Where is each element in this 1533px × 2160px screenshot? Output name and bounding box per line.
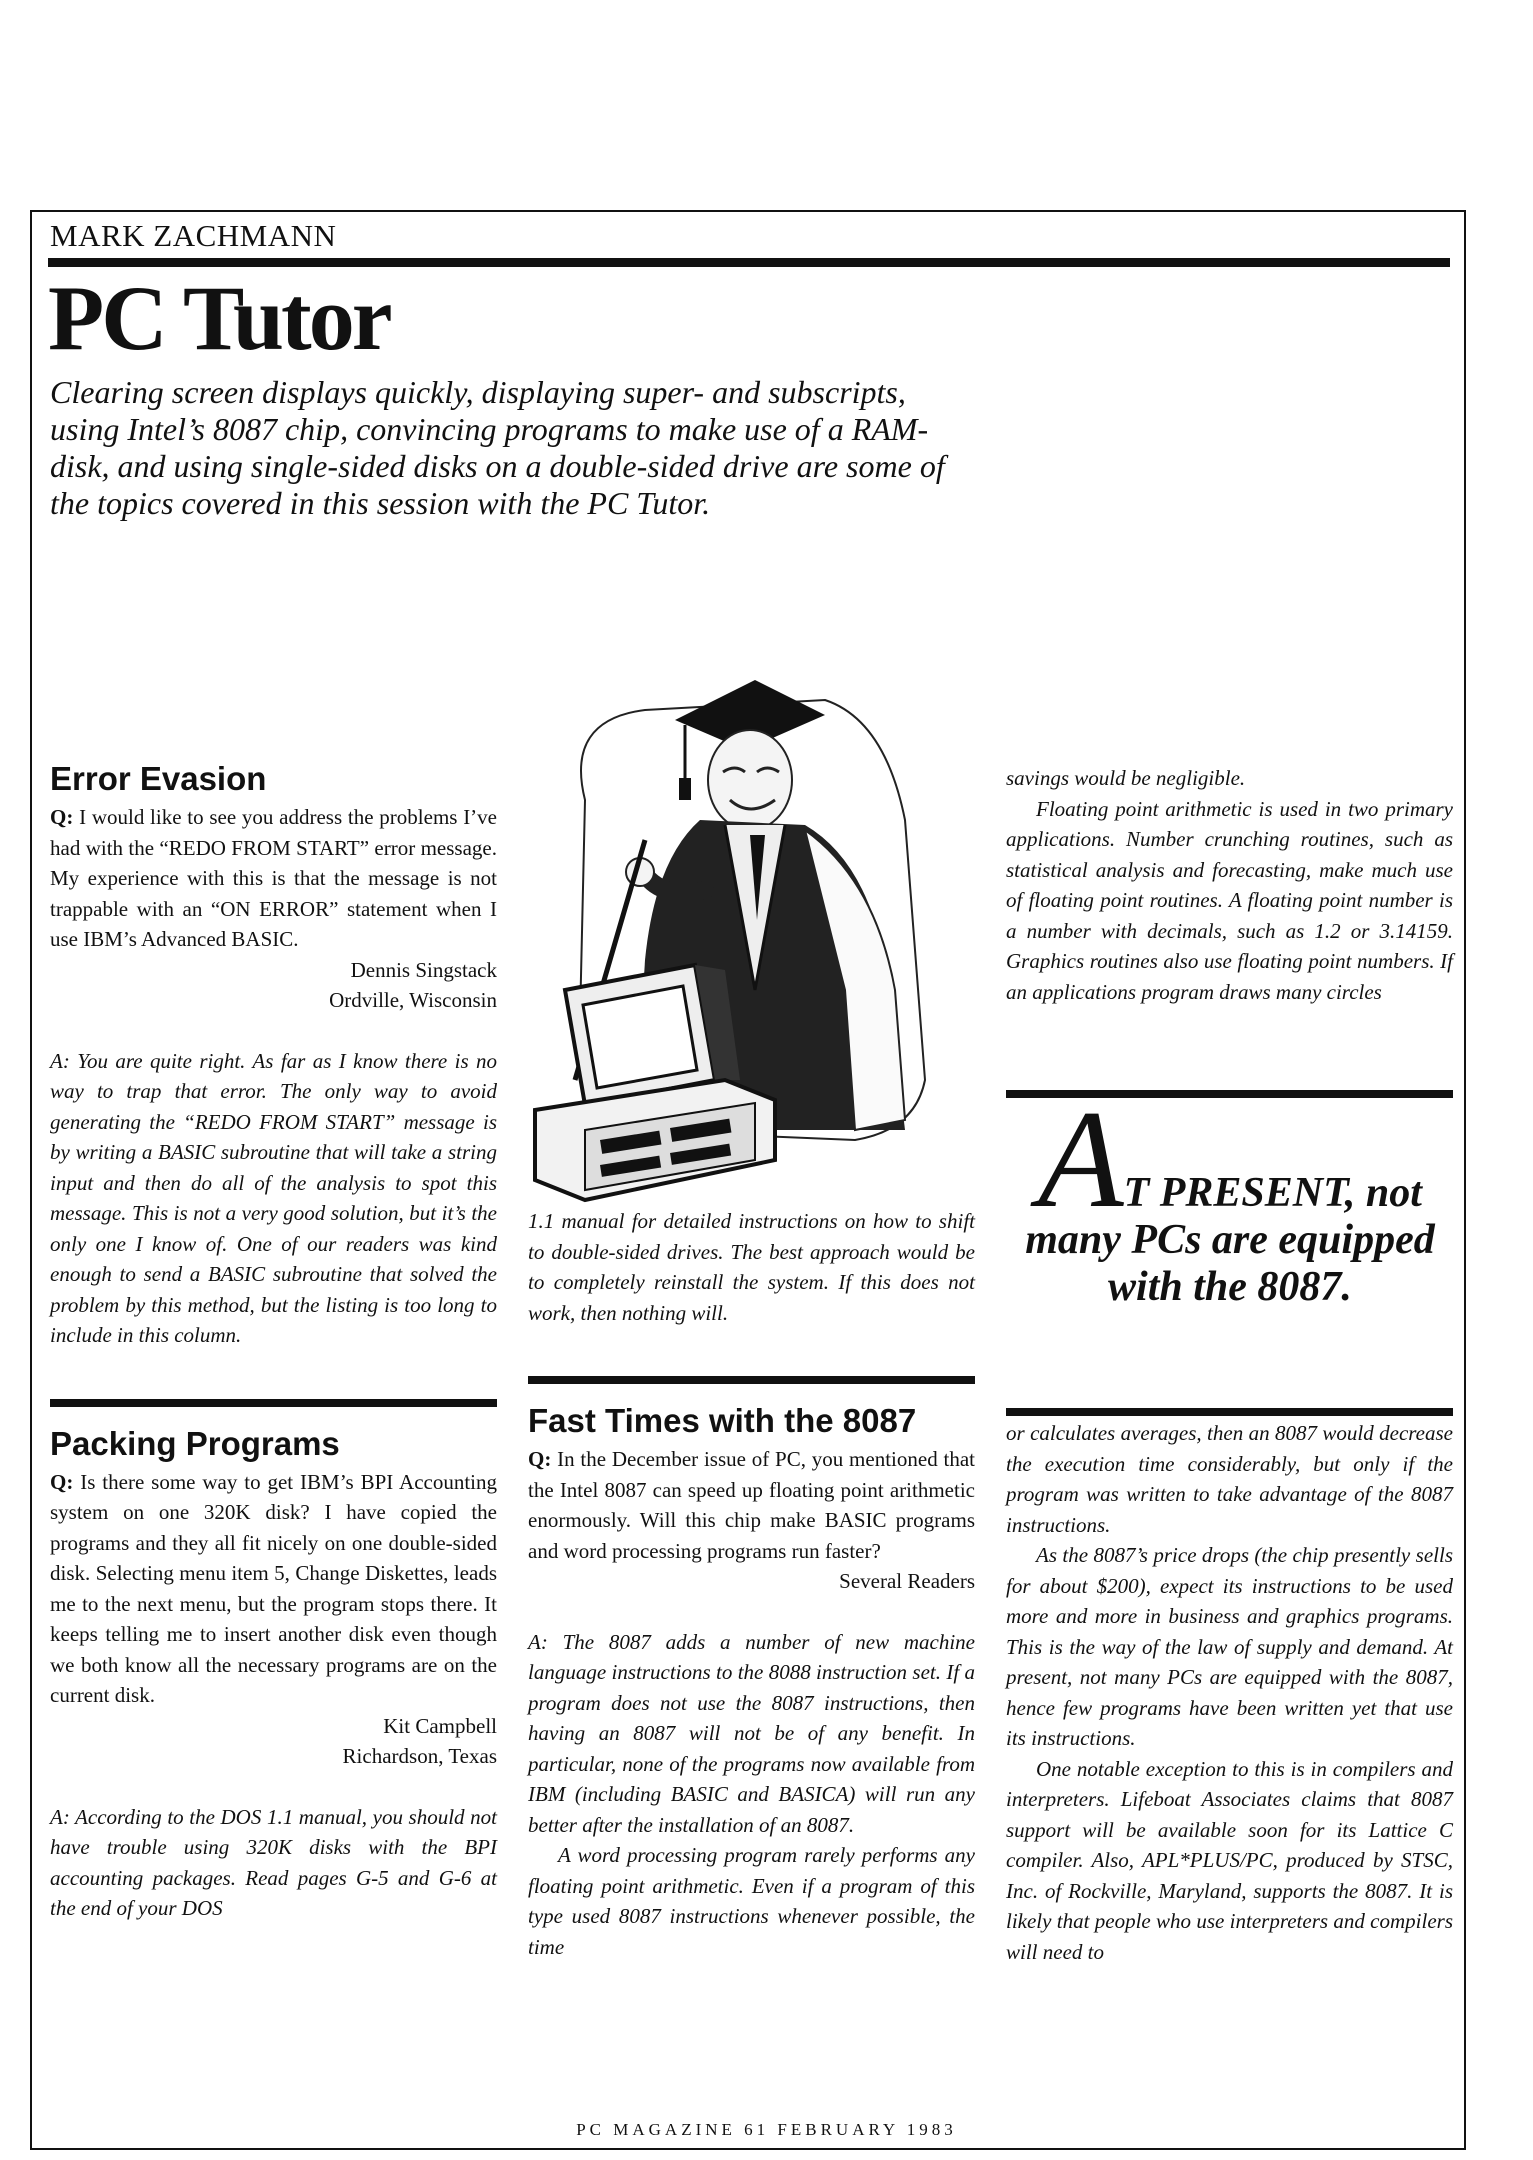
section-heading-fast-times: Fast Times with the 8087	[528, 1402, 917, 1439]
section-heading-error-evasion: Error Evasion	[50, 760, 267, 797]
signature-name: Kit Campbell	[383, 1713, 497, 1738]
right-paragraph-4: As the 8087’s price drops (the chip presently sells for about $200), expect its instructions to be used more and more in business and graphics programs. This is the way of the law of supply and demand. At present, not many PCs are equipped with the 8087, hence few programs have been written yet that use its instructions.	[1006, 1543, 1453, 1750]
middle-column	[528, 1206, 975, 1962]
page-footer: PC MAGAZINE 61 FEBRUARY 1983	[576, 2120, 957, 2139]
answer-paragraph	[50, 1802, 497, 1924]
question-paragraph	[528, 1444, 975, 1566]
signature	[50, 1711, 497, 1772]
question-label: Q:	[50, 805, 74, 829]
signature-place: Richardson, Texas	[342, 1744, 497, 1768]
question-paragraph	[50, 1467, 497, 1711]
answer-continued: 1.1 manual for detailed instructions on how to shift to double-sided drives. The best approach would be to completely reinstall the system. If this does not work, then nothing will.	[528, 1209, 975, 1325]
answer-text: The 8087 adds a number of new machine language instructions to the 8088 instruction set. If a program does not use the 8087 instructions, then having an 8087 will not be of any benefit. In particular, none of the programs now available from IBM (including BASIC and BASICA) will run any better after the installation of an 8087.	[528, 1629, 976, 1837]
article-deck: Clearing screen displays quickly, displaying super- and subscripts, using Intel’s 8087 chip, convincing programs to make use of a RAM-disk, and using single-sided disks on a double-sided drive are some of the topics covered in this session with the PC Tutor.	[50, 374, 945, 521]
professor-computer-illustration	[525, 660, 995, 1210]
answer-label: A:	[50, 1048, 70, 1073]
right-column-bottom	[1006, 1418, 1453, 1967]
pull-quote	[1005, 1082, 1455, 1311]
question-text: In the December issue of PC, you mentioned that the Intel 8087 can speed up floating point arithmetic enormously. Will this chip make BASIC programs and word processing programs run faster?	[528, 1447, 975, 1563]
left-column	[50, 760, 497, 1924]
section-heading-packing-programs: Packing Programs	[50, 1424, 340, 1462]
section-rule	[528, 1376, 975, 1384]
question-paragraph	[50, 802, 497, 955]
pullquote-drop-cap: A	[1038, 1082, 1124, 1237]
page-title: PC Tutor	[48, 267, 390, 369]
question-label: Q:	[528, 1447, 552, 1471]
question-text: I would like to see you address the problems I’ve had with the “REDO FROM START” error message. My experience with this is that the message is not trappable with an “ON ERROR” statement when I use IBM’s Advanced BASIC.	[50, 805, 498, 951]
question-text: Is there some way to get IBM’s BPI Accounting system on one 320K disk? I have copied the programs and they all fit nicely on one double-sided disk. Selecting menu item 5, Change Diskettes, leads me to the next menu, but the program stops there. It keeps telling me to insert another disk even though we both know all the necessary programs are on the current disk.	[50, 1469, 498, 1707]
right-paragraph-2: Floating point arithmetic is used in two primary applications. Number crunching routines, such as statistical analysis and forecasting, make much use of floating point routines. A floating point number is a number with decimals, such as 1.2 or 3.14159. Graphics routines also use floating point numbers. If an applications program draws many circles	[1006, 796, 1453, 1004]
answer-label: A:	[50, 1804, 70, 1829]
right-paragraph-5: One notable exception to this is in compilers and interpreters. Lifeboat Associates claims that 8087 support will be available soon for its Lattice C compiler. Also, APL*PLUS/PC, produced by STSC, Inc. of Rockville, Maryland, supports the 8087. It is likely that people who use interpreters and compilers will need to	[1006, 1756, 1453, 1964]
right-paragraph-3: or calculates averages, then an 8087 would decrease the execution time considerably, but only if the program was written to take advantage of the 8087 instructions.	[1006, 1421, 1453, 1537]
right-column-top	[1006, 763, 1453, 1007]
answer-text: You are quite right. As far as I know there is no way to trap that error. The only way to avoid generating the “REDO FROM START” message is by writing a BASIC subroutine that will take a string input and then do all of the analysis to spot this message. This is not a very good solution, but it’s the only one I know of. One of our readers was kind enough to send a BASIC subroutine that solved the problem by this method, but the listing is too long to include in this column.	[50, 1048, 498, 1347]
signature-place: Ordville, Wisconsin	[329, 988, 497, 1012]
answer-paragraph	[528, 1627, 975, 1841]
author-byline: MARK ZACHMANN	[50, 218, 337, 253]
pullquote-bottom-rule	[1006, 1408, 1453, 1416]
header-rule	[48, 258, 1450, 267]
answer-paragraph-2: A word processing program rarely performs any floating point arithmetic. Even if a program of this type used 8087 instructions whenever possible, the time	[528, 1843, 975, 1959]
signature	[528, 1566, 975, 1597]
question-label: Q:	[50, 1469, 74, 1494]
signature	[50, 955, 497, 1016]
answer-label: A:	[528, 1629, 548, 1654]
answer-text: According to the DOS 1.1 manual, you should not have trouble using 320K disks with the BPI accounting packages. Read pages G-5 and G-6 at the end of your DOS	[50, 1804, 497, 1920]
signature-name: Dennis Singstack	[350, 957, 497, 982]
answer-paragraph	[50, 1046, 497, 1351]
section-rule	[50, 1399, 497, 1407]
right-paragraph-1: savings would be negligible.	[1006, 766, 1246, 790]
pullquote-text: T PRESENT, not many PCs are equipped with the 8087.	[1025, 1170, 1435, 1310]
signature-name: Several Readers	[839, 1569, 975, 1593]
